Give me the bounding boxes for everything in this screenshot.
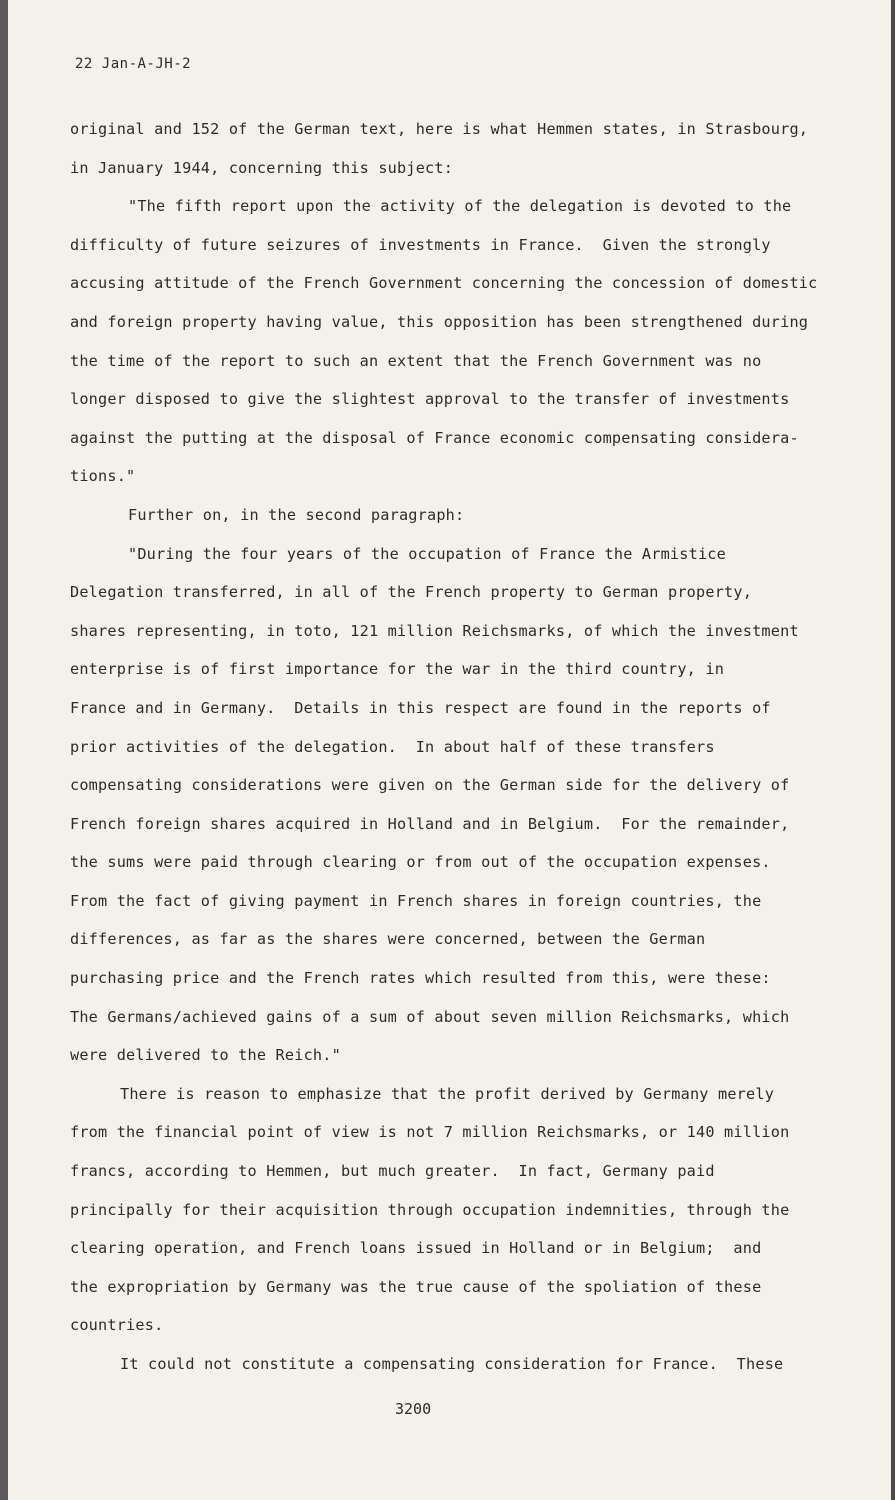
text-line: francs, according to Hemmen, but much greater. In fact, Germany paid <box>70 1162 715 1181</box>
text-line: Further on, in the second paragraph: <box>128 505 465 524</box>
text-line: The Germans/achieved gains of a sum of about seven million Reichsmarks, which <box>70 1007 790 1026</box>
document-reference: 22 Jan-A-JH-2 <box>75 56 192 72</box>
text-line: tions." <box>70 467 136 486</box>
text-line: It could not constitute a compensating consideration for France. These <box>120 1355 784 1373</box>
text-line: principally for their acquisition through occupation indemnities, through the <box>70 1200 790 1219</box>
text-line: compensating considerations were given on the German side for the delivery of <box>70 776 790 795</box>
text-line: were delivered to the Reich." <box>70 1046 341 1065</box>
page-number: 3200 <box>395 1400 432 1418</box>
text-line: shares representing, in toto, 121 million Reichsmarks, of which the investment <box>70 621 799 640</box>
text-line: French foreign shares acquired in Holland and in Belgium. For the remainder, <box>70 814 790 833</box>
text-line: "During the four years of the occupation of France the Armistice <box>128 544 726 563</box>
text-line: From the fact of giving payment in French shares in foreign countries, the <box>70 891 762 910</box>
text-line: in January 1944, concerning this subject: <box>70 158 454 177</box>
text-line: prior activities of the delegation. In about half of these transfers <box>70 737 715 756</box>
text-line: clearing operation, and French loans issued in Holland or in Belgium; and <box>70 1239 762 1258</box>
text-line: "The fifth report upon the activity of the delegation is devoted to the <box>128 197 792 216</box>
text-line: differences, as far as the shares were concerned, between the German <box>70 930 706 949</box>
text-line: original and 152 of the German text, here is what Hemmen states, in Strasbourg, <box>70 120 809 138</box>
text-line: Delegation transferred, in all of the French property to German property, <box>70 583 753 602</box>
text-line: from the financial point of view is not 7 million Reichsmarks, or 140 million <box>70 1123 790 1142</box>
text-line: enterprise is of first importance for the war in the third country, in <box>70 660 725 679</box>
text-line: longer disposed to give the slightest approval to the transfer of investments <box>70 390 790 409</box>
scan-edge-right <box>891 0 895 1500</box>
text-line: France and in Germany. Details in this respect are found in the reports of <box>70 698 771 717</box>
text-line: accusing attitude of the French Government concerning the concession of domestic <box>70 274 818 293</box>
text-line: against the putting at the disposal of France economic compensating considera- <box>70 428 799 447</box>
text-line: difficulty of future seizures of investments in France. Given the strongly <box>70 235 771 254</box>
text-line: the time of the report to such an extent that the French Government was no <box>70 351 762 370</box>
document-body <box>70 110 850 1384</box>
scan-edge-left <box>0 0 8 1500</box>
text-line: the expropriation by Germany was the true cause of the spoliation of these <box>70 1277 762 1296</box>
text-line: and foreign property having value, this opposition has been strengthened during <box>70 312 809 331</box>
text-line: There is reason to emphasize that the profit derived by Germany merely <box>120 1084 775 1103</box>
text-line: purchasing price and the French rates which resulted from this, were these: <box>70 969 771 988</box>
text-line: the sums were paid through clearing or from out of the occupation expenses. <box>70 853 771 872</box>
text-line: countries. <box>70 1316 164 1335</box>
